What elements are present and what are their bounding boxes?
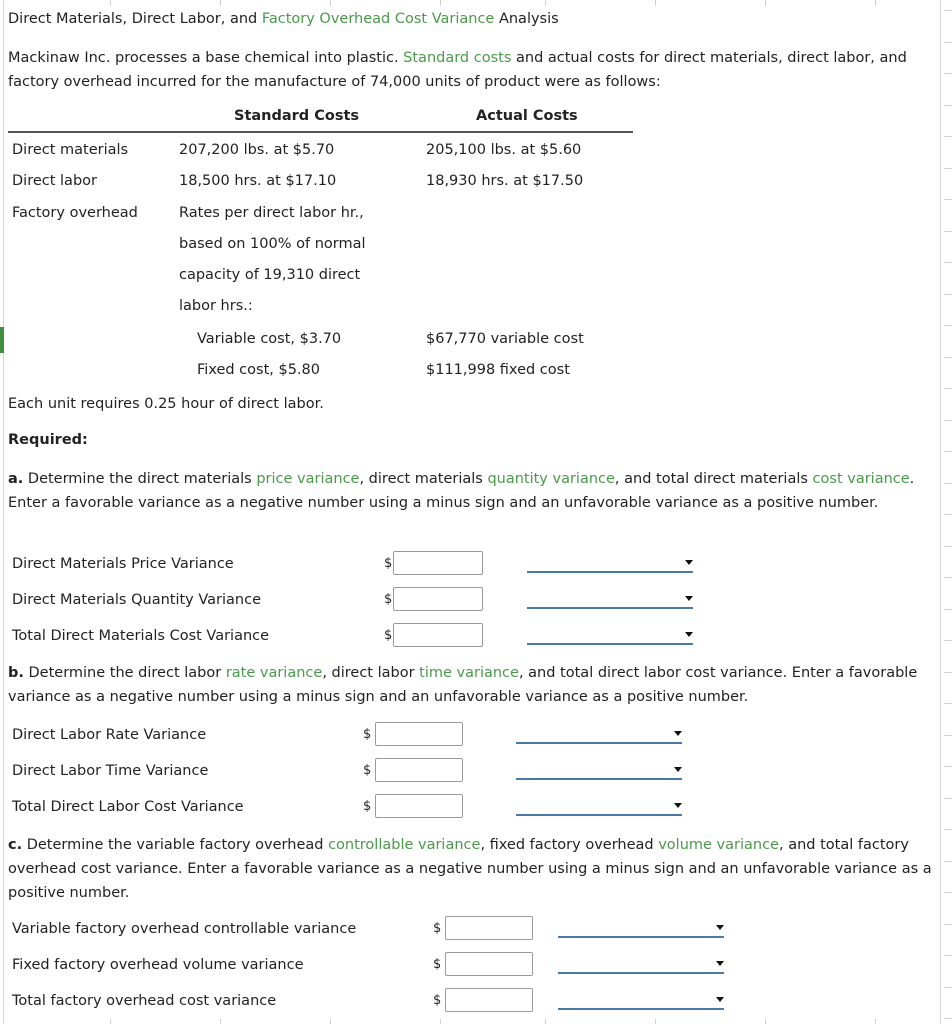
grid-tick [944,136,952,137]
fo-total-cost-variance-input[interactable] [445,988,533,1012]
grid-tick [765,1019,766,1024]
fo-standard-line1: Rates per direct labor hr., [179,205,364,221]
part-a-instructions: a. Determine the direct materials price variance, direct materials quantity variance, and total direct materials cost variance. Enter a favorable variance as a negative number using a minus sign and an unfavorable variance as a positive number. [8,471,915,511]
dm-quantity-variance-select[interactable] [527,593,693,609]
grid-tick [944,105,952,106]
row-label-direct-materials: Direct materials [12,142,129,158]
grid-tick [440,1019,441,1024]
currency-symbol: $ [363,763,372,778]
dm-price-variance-label: Direct Materials Price Variance [12,556,234,572]
dl-time-variance-label: Direct Labor Time Variance [12,763,209,779]
grid-tick [944,735,952,736]
page-title: Direct Materials, Direct Labor, and Factory Overhead Cost Variance Analysis [8,11,559,27]
dm-quantity-variance-label: Direct Materials Quantity Variance [12,592,261,608]
controllable-variance-link[interactable]: controllable variance [328,837,481,853]
header-actual-costs: Actual Costs [476,108,578,124]
grid-tick [220,0,221,6]
right-border [940,0,941,1024]
currency-symbol: $ [384,592,393,607]
dl-rate-variance-input[interactable] [375,722,463,746]
grid-tick [944,231,952,232]
fo-controllable-variance-label: Variable factory overhead controllable variance [12,921,357,937]
grid-tick [944,168,952,169]
grid-tick [944,861,952,862]
fo-total-cost-variance-select[interactable] [558,994,724,1010]
grid-tick [944,483,952,484]
variable-cost-actual: $67,770 variable cost [426,331,584,347]
chevron-down-icon [716,961,724,966]
dl-total-cost-variance-label: Total Direct Labor Cost Variance [12,799,244,815]
quantity-variance-link[interactable]: quantity variance [487,471,615,487]
currency-symbol: $ [433,921,442,936]
chevron-down-icon [674,731,682,736]
fo-volume-variance-select[interactable] [558,958,724,974]
currency-symbol: $ [384,628,393,643]
grid-tick [944,640,952,641]
standard-costs-link[interactable]: Standard costs [403,50,512,66]
grid-tick [944,577,952,578]
grid-tick [944,199,952,200]
dm-total-cost-variance-select[interactable] [527,629,693,645]
grid-tick [765,0,766,6]
grid-tick [944,357,952,358]
fixed-cost-actual: $111,998 fixed cost [426,362,570,378]
grid-tick [545,1019,546,1024]
dm-total-cost-variance-input[interactable] [393,623,483,647]
grid-tick [944,546,952,547]
part-c-instructions: c. Determine the variable factory overhead controllable variance, fixed factory overhead volume variance, and total factory overhead cost variance. Enter a favorable variance as a negative number using a minus sign and an unfavorable variance as a positive number. [8,837,932,901]
fo-controllable-variance-select[interactable] [558,922,724,938]
fixed-cost-standard: Fixed cost, $5.80 [197,362,320,378]
grid-tick [944,798,952,799]
currency-symbol: $ [363,799,372,814]
chevron-down-icon [716,997,724,1002]
chevron-down-icon [674,767,682,772]
intro-paragraph: Mackinaw Inc. processes a base chemical into plastic. Standard costs and actual costs for direct materials, direct labor, and factory overhead incurred for the manufacture of 74,000 units of product were as follows: [8,50,907,90]
grid-tick [944,388,952,389]
fo-standard-line2: based on 100% of normal [179,236,366,252]
table-header-rule [8,131,633,133]
grid-tick [944,924,952,925]
chevron-down-icon [685,632,693,637]
dm-standard: 207,200 lbs. at $5.70 [179,142,335,158]
fo-volume-variance-label: Fixed factory overhead volume variance [12,957,304,973]
grid-tick [944,73,952,74]
grid-tick [944,703,952,704]
grid-tick [875,0,876,6]
grid-tick [545,0,546,6]
dl-time-variance-select[interactable] [516,764,682,780]
chevron-down-icon [685,596,693,601]
cost-variance-link[interactable]: cost variance [812,471,910,487]
row-label-direct-labor: Direct labor [12,173,97,189]
chevron-down-icon [716,925,724,930]
dl-standard: 18,500 hrs. at $17.10 [179,173,337,189]
currency-symbol: $ [433,957,442,972]
grid-tick [944,892,952,893]
dm-quantity-variance-input[interactable] [393,587,483,611]
fo-controllable-variance-input[interactable] [445,916,533,940]
dl-rate-variance-label: Direct Labor Rate Variance [12,727,207,743]
grid-tick [944,420,952,421]
dm-actual: 205,100 lbs. at $5.60 [426,142,582,158]
header-standard-costs: Standard Costs [234,108,360,124]
grid-tick [944,955,952,956]
grid-tick [655,0,656,6]
volume-variance-link[interactable]: volume variance [658,837,779,853]
factory-overhead-variance-link[interactable]: Factory Overhead Cost Variance [261,11,495,27]
grid-tick [944,262,952,263]
dl-total-cost-variance-select[interactable] [516,800,682,816]
currency-symbol: $ [363,727,372,742]
dl-rate-variance-select[interactable] [516,728,682,744]
price-variance-link[interactable]: price variance [256,471,360,487]
chevron-down-icon [674,803,682,808]
currency-symbol: $ [384,556,393,571]
grid-tick [440,0,441,6]
variable-cost-standard: Variable cost, $3.70 [197,331,342,347]
fo-standard-line4: labor hrs.: [179,298,253,314]
dl-total-cost-variance-input[interactable] [375,794,463,818]
currency-symbol: $ [433,993,442,1008]
grid-tick [944,325,952,326]
rate-variance-link[interactable]: rate variance [225,665,323,681]
grid-tick [944,514,952,515]
grid-tick [944,294,952,295]
grid-tick [110,0,111,6]
grid-tick [220,1019,221,1024]
dl-actual: 18,930 hrs. at $17.50 [426,173,584,189]
row-label-factory-overhead: Factory overhead [12,205,138,221]
grid-tick [944,42,952,43]
grid-tick [330,1019,331,1024]
grid-tick [110,1019,111,1024]
grid-tick [655,1019,656,1024]
grid-tick [944,987,952,988]
grid-tick [330,0,331,6]
row-marker [0,327,4,353]
fo-standard-line3: capacity of 19,310 direct [179,267,361,283]
grid-tick [944,672,952,673]
chevron-down-icon [685,560,693,565]
dm-total-cost-variance-label: Total Direct Materials Cost Variance [12,628,270,644]
grid-tick [944,609,952,610]
fo-volume-variance-input[interactable] [445,952,533,976]
grid-tick [944,451,952,452]
fo-total-cost-variance-label: Total factory overhead cost variance [12,993,277,1009]
part-b-instructions: b. Determine the direct labor rate variance, direct labor time variance, and total direct labor cost variance. Enter a favorable variance as a negative number using a minus sign and an unfavorable variance as a positive number. [8,665,918,705]
dm-price-variance-input[interactable] [393,551,483,575]
grid-tick [944,10,952,11]
grid-tick [944,1018,952,1019]
grid-tick [875,1019,876,1024]
time-variance-link[interactable]: time variance [419,665,519,681]
dl-time-variance-input[interactable] [375,758,463,782]
left-border [3,0,4,1024]
dm-price-variance-select[interactable] [527,557,693,573]
grid-tick [944,829,952,830]
unit-note: Each unit requires 0.25 hour of direct labor. [8,396,324,412]
required-heading: Required: [8,432,88,448]
grid-tick [944,766,952,767]
